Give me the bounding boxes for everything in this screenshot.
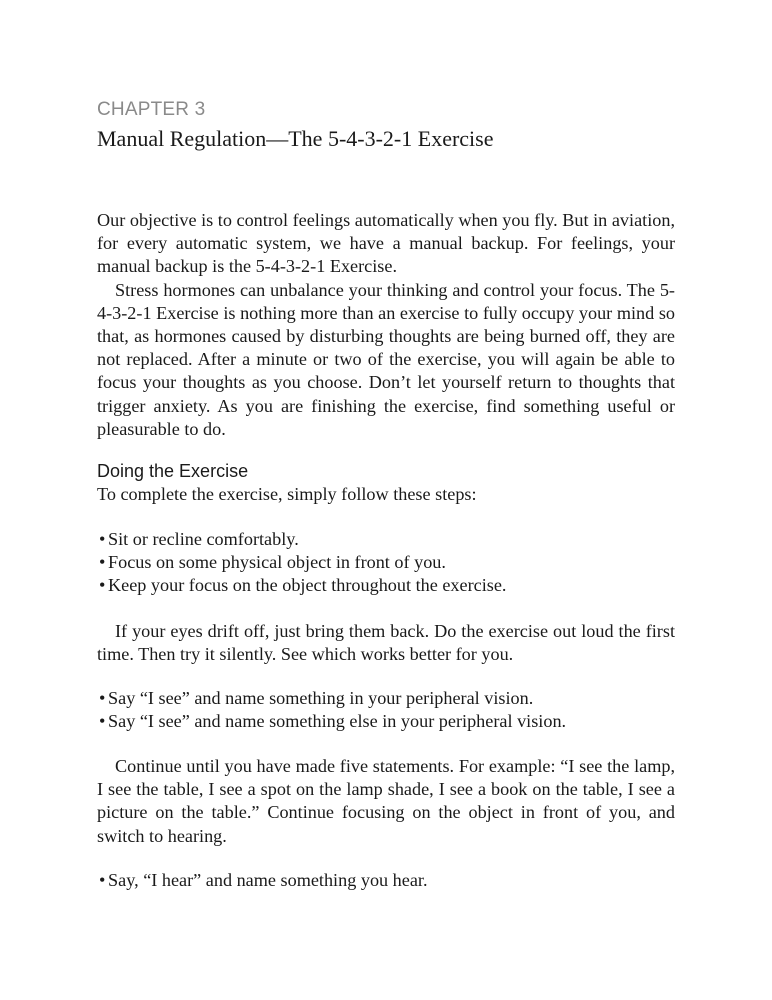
list-item [100, 710, 675, 733]
bullet-icon: • [99, 575, 106, 596]
list-item-text: Sit or recline comfortably. [108, 529, 299, 549]
paragraph-4: Continue until you have made five statements. For example: “I see the lamp, I see the table, I see a spot on the lamp shade, I see a book on the table, I see a picture on the table.” Continue focusing on the object in front of you, and switch to hearing. [97, 756, 675, 846]
list-item-text: Say “I see” and name something else in your peripheral vision. [108, 711, 567, 732]
list-item [100, 574, 675, 597]
list-item-text: Keep your focus on the object throughout the exercise. [108, 575, 507, 596]
list-item [100, 528, 675, 551]
list-item-text: Say “I see” and name something in your peripheral vision. [108, 688, 534, 708]
intro-paragraph-1: Our objective is to control feelings automatically when you fly. But in aviation, for every automatic system, we have a manual backup. For feelings, your manual backup is the 5-4-3-2-1 Exercise. [97, 210, 675, 277]
bullet-list-1 [97, 528, 675, 598]
paragraph-3-block [97, 620, 675, 666]
bullet-icon: • [99, 688, 106, 708]
section-lead-text: To complete the exercise, simply follow these steps: [97, 484, 477, 504]
intro-text [97, 209, 675, 441]
bullet-list-2 [97, 687, 675, 733]
section-heading: Doing the Exercise [97, 461, 249, 481]
bullet-icon: • [99, 529, 106, 549]
list-item [100, 687, 675, 710]
bullet-icon: • [99, 711, 106, 732]
list-item [100, 869, 675, 892]
paragraph-4-block [97, 755, 675, 848]
chapter-label: CHAPTER 3 [97, 99, 206, 120]
intro-paragraph-2: Stress hormones can unbalance your thinking and control your focus. The 5-4-3-2-1 Exercise is nothing more than an exercise to fully occupy your mind so that, as hormones caused by disturbing thoughts are being burned off, they are not replaced. After a minute or two of the exercise, you will again be able to focus your thoughts as you choose. Don’t let yourself return to thoughts that trigger anxiety. As you are finishing the exercise, find something useful or pleasurable to do. [97, 279, 675, 439]
bullet-icon: • [99, 870, 106, 890]
list-item-text: Say, “I hear” and name something you hear. [108, 870, 428, 890]
bullet-list-3 [97, 869, 675, 892]
list-item [100, 551, 675, 574]
paragraph-3: If your eyes drift off, just bring them back. Do the exercise out loud the first time. Then try it silently. See which works better for you. [97, 621, 675, 665]
section-lead [97, 483, 675, 506]
list-item-text: Focus on some physical object in front of you. [108, 552, 446, 573]
chapter-title: Manual Regulation—The 5-4-3-2-1 Exercise [97, 126, 494, 151]
bullet-icon: • [99, 552, 106, 573]
